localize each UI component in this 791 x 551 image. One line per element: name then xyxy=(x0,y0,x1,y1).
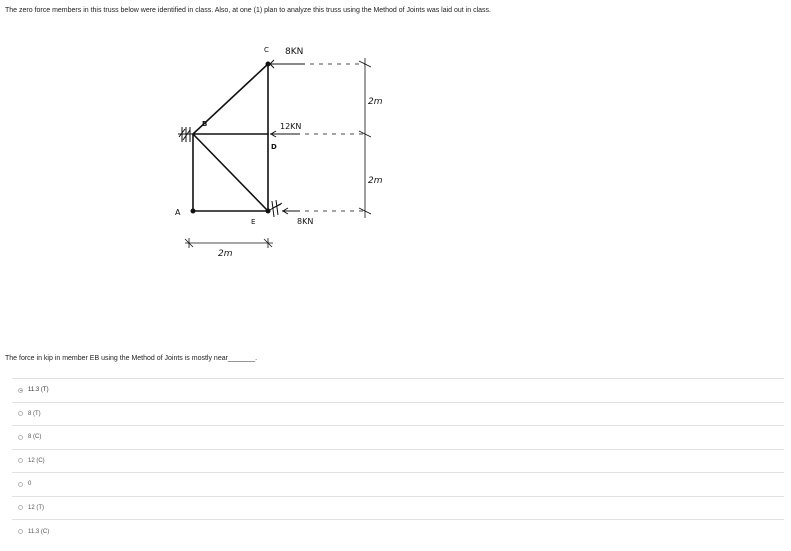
radio-button[interactable] xyxy=(18,458,23,463)
support-e-hatch xyxy=(268,200,282,217)
answer-option-label: 8 (C) xyxy=(28,434,42,441)
answer-option[interactable] xyxy=(12,497,784,521)
joint-a xyxy=(191,209,196,214)
radio-button[interactable] xyxy=(18,435,23,440)
answer-option-label: 8 (T) xyxy=(28,410,41,417)
answer-option[interactable] xyxy=(12,426,784,450)
load-label-d: 12KN xyxy=(280,122,302,131)
dimension-label-lower: 2m xyxy=(368,176,383,186)
answer-option[interactable] xyxy=(12,450,784,474)
dimension-label-bottom: 2m xyxy=(218,249,233,259)
radio-button-selected[interactable] xyxy=(18,388,23,393)
joint-label-c: C xyxy=(264,46,269,54)
answer-option-label: 11.3 (T) xyxy=(28,387,49,394)
joint-label-b: B xyxy=(202,120,208,128)
joint-label-a: A xyxy=(175,208,181,217)
truss-diagram xyxy=(160,38,400,268)
answer-option-label: 12 (C) xyxy=(28,457,45,464)
radio-button[interactable] xyxy=(18,505,23,510)
truss-figure xyxy=(160,38,400,268)
dimension-label-upper: 2m xyxy=(368,97,383,107)
joint-label-e: E xyxy=(251,218,256,226)
radio-button[interactable] xyxy=(18,411,23,416)
answer-option[interactable] xyxy=(12,520,784,544)
radio-button[interactable] xyxy=(18,482,23,487)
radio-button[interactable] xyxy=(18,529,23,534)
support-b-hatch xyxy=(178,127,198,142)
answer-option-label: 12 (T) xyxy=(28,504,45,511)
answer-option-label: 11.3 (C) xyxy=(28,528,50,535)
load-label-c: 8KN xyxy=(285,47,304,57)
question-text: The force in kip in member EB using the Method of Joints is mostly near_______. xyxy=(5,355,258,362)
answer-option-label: 0 xyxy=(28,481,32,488)
answer-option[interactable] xyxy=(12,379,784,403)
answer-options xyxy=(12,378,784,544)
answer-option[interactable] xyxy=(12,403,784,427)
joint-label-d: D xyxy=(271,143,277,151)
question-intro-text: The zero force members in this truss below were identified in class. Also, at one (1) plan to analyze this truss using the Method of Joints was laid out in class. xyxy=(5,7,491,14)
answer-option[interactable] xyxy=(12,473,784,497)
load-label-e: 8KN xyxy=(297,217,314,226)
member-be xyxy=(193,134,268,211)
